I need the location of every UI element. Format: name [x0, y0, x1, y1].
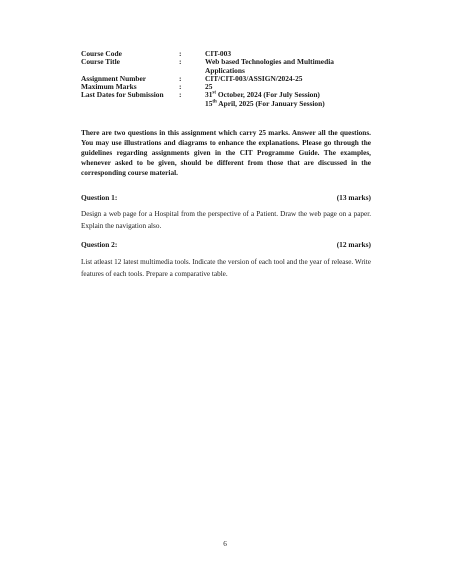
meta-value: CIT-003 [205, 49, 232, 58]
question-1-heading [81, 193, 371, 202]
meta-label: Last Dates for Submission [81, 90, 164, 100]
instructions-paragraph: There are two questions in this assignment which carry 25 marks. Answer all the questions. You may use illustrations and diagrams to enhance the explanations. Please go through the guidelines regarding assignments given in the CIT Programme Guide. The examples, whenever asked to be given, should be different from those that are discussed in the corresponding course material. [81, 128, 371, 177]
meta-colon: : [179, 73, 182, 83]
question-2-heading [81, 240, 371, 249]
meta-value: CIT/CIT-003/ASSIGN/2024-25 [205, 73, 303, 83]
date-day: 31 [205, 90, 213, 100]
question-title: Question 1: [81, 193, 118, 202]
meta-colon: : [179, 82, 182, 92]
meta-value: Applications [205, 65, 245, 75]
question-1-text: Design a web page for a Hospital from the perspective of a Patient. Draw the web page on a paper. Explain the navigation also. [81, 210, 371, 230]
date-rest: April, 2025 (For January Session) [216, 98, 325, 108]
assignment-metadata [81, 50, 381, 108]
meta-value: Web based Technologies and Multimedia [205, 57, 334, 67]
meta-colon [179, 67, 205, 75]
meta-label: Assignment Number [81, 73, 147, 83]
meta-value: 25 [205, 82, 213, 92]
meta-colon: : [179, 49, 182, 58]
meta-label [81, 100, 179, 108]
date-rest: October, 2024 (For July Session) [216, 90, 320, 100]
meta-label: Course Title [81, 57, 120, 67]
date-day: 15 [205, 98, 213, 108]
question-title: Question 2: [81, 240, 118, 249]
date-ordinal: th [212, 99, 217, 105]
meta-colon [179, 100, 205, 108]
page-number: 6 [223, 540, 227, 548]
meta-label: Maximum Marks [81, 82, 137, 92]
question-2-text: List atleast 12 latest multimedia tools. Indicate the version of each tool and the year of release. Write features of each tools. Prepare a comparative table. [81, 258, 371, 278]
date-ordinal: st [212, 91, 217, 97]
meta-label: Course Code [81, 49, 122, 58]
meta-value [205, 100, 381, 108]
submission-date-january-row [81, 100, 381, 108]
meta-colon: : [179, 90, 182, 100]
question-marks: (13 marks) [336, 193, 371, 202]
meta-colon: : [179, 57, 182, 67]
question-marks: (12 marks) [336, 240, 371, 249]
